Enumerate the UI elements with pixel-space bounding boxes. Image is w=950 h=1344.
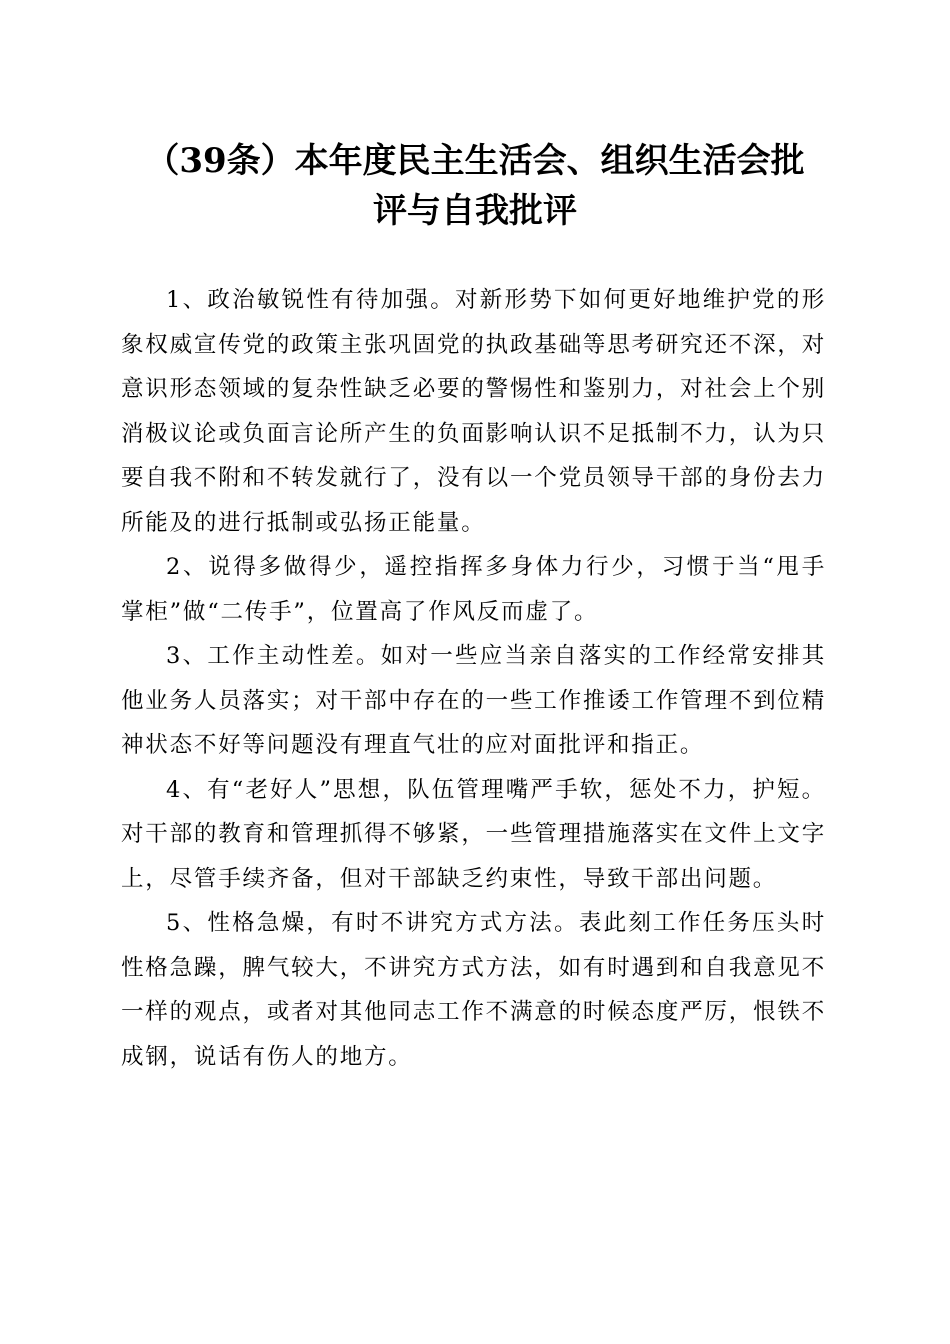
paragraph-2: 2、说得多做得少，遥控指挥多身体力行少，习惯于当“甩手掌柜”做“二传手”，位置高了作风反而虚了。 (121, 554, 826, 625)
title-line-2: 评与自我批评 (373, 191, 577, 231)
paragraph-5: 5、性格急燥，有时不讲究方式方法。表此刻工作任务压头时性格急躁，脾气较大，不讲究方式方法，如有时遇到和自我意见不一样的观点，或者对其他同志工作不满意的时候态度严厉，恨铁不成钢，说话有伤人的地方。 (121, 910, 826, 1070)
document-title (100, 136, 850, 236)
title-line-1: （39条）本年度民主生活会、组织生活会批 (145, 141, 805, 181)
document-body (121, 278, 826, 1079)
paragraph-4: 4、有“老好人”思想，队伍管理嘴严手软，惩处不力，护短。对干部的教育和管理抓得不够紧，一些管理措施落实在文件上文字上，尽管手续齐备，但对干部缺乏约束性，导致干部出问题。 (121, 776, 826, 892)
paragraph-1: 1、政治敏锐性有待加强。对新形势下如何更好地维护党的形象权威宣传党的政策主张巩固党的执政基础等思考研究还不深，对意识形态领域的复杂性缺乏必要的警惕性和鉴别力，对社会上个别消极议论或负面言论所产生的负面影响认识不足抵制不力，认为只要自我不附和不转发就行了，没有以一个党员领导干部的身份去力所能及的进行抵制或弘扬正能量。 (121, 287, 826, 536)
paragraph-3: 3、工作主动性差。如对一些应当亲自落实的工作经常安排其他业务人员落实；对干部中存在的一些工作推诿工作管理不到位精神状态不好等问题没有理直气壮的应对面批评和指正。 (121, 643, 826, 758)
